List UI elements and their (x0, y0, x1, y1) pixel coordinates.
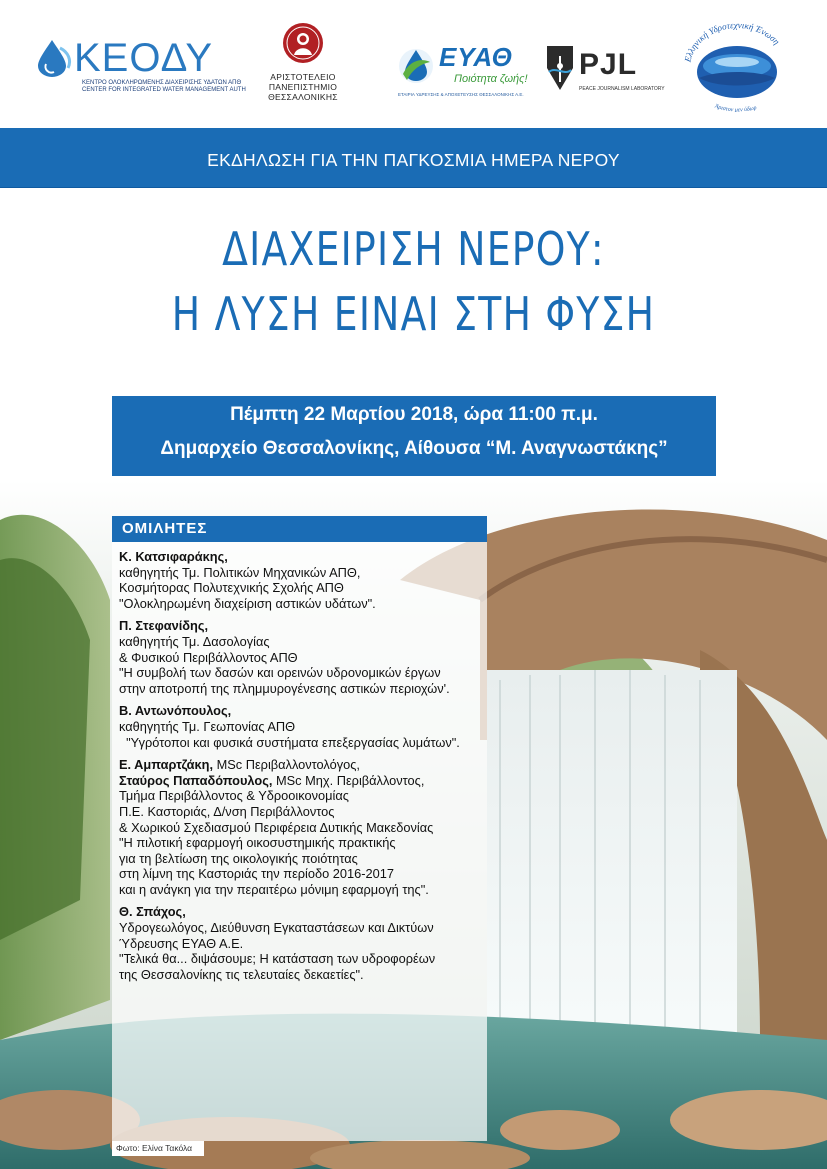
speaker-name: Σταύρος Παπαδόπουλος, (119, 772, 273, 788)
keody-name: ΚΕΟΔΥ (74, 36, 214, 80)
talk-title: "Υγρότοποι και φυσικά συστήματα επεξεργασίας λυμάτων". (119, 734, 460, 750)
talk-title: "Τελικά θα... διψάσουμε; Η κατάσταση των υδροφορέων (119, 951, 436, 967)
keody-subtitle-en: CENTER FOR INTEGRATED WATER MANAGEMENT AUTH (82, 87, 246, 93)
speaker-item (119, 618, 499, 696)
speaker-name: Π. Στεφανίδης, (119, 618, 209, 634)
pen-nib-icon (545, 42, 575, 92)
speaker-name: Κ. Κατσιφαράκης, (119, 549, 228, 564)
auth-logo (268, 22, 338, 112)
speaker-line: Τμήμα Περιβάλλοντος & Υδροοικονομίας (119, 788, 349, 804)
eyath-logo (396, 40, 536, 100)
speaker-item (119, 549, 499, 611)
speakers-heading: ΟΜΙΛΗΤΕΣ (122, 520, 208, 537)
event-date: Πέμπτη 22 Μαρτίου 2018, ώρα 11:00 π.μ. (230, 404, 598, 425)
event-banner (0, 128, 827, 188)
eyath-name: ΕΥΑΘ (439, 42, 513, 72)
speaker-line: & Φυσικού Περιβάλλοντος ΑΠΘ (119, 649, 298, 665)
logo-bar (0, 0, 827, 125)
hydro-union-name: Ελληνική Υδροτεχνική Ένωση (682, 22, 782, 64)
talk-title: στην αποτροπή της πλημμυρογένεσης αστικών περιοχών'. (119, 680, 450, 696)
speaker-line: Ύδρευσης ΕΥΑΘ Α.Ε. (119, 935, 244, 951)
speaker-line: καθηγητής Τμ. Πολιτικών Μηχανικών ΑΠΘ, (119, 564, 361, 580)
auth-line1: ΑΡΙΣΤΟΤΕΛΕΙΟ (270, 72, 336, 82)
speaker-name: Θ. Σπάχος, (119, 904, 186, 920)
talk-title: της Θεσσαλονίκης τις τελευταίες δεκαετίες". (119, 966, 364, 982)
date-venue-box (112, 396, 716, 476)
event-venue: Δημαρχείο Θεσσαλονίκης, Αίθουσα “Μ. Αναγνωστάκης” (160, 438, 668, 459)
photo-credit: Φωτο: Ελίνα Τακόλα (112, 1141, 204, 1156)
talk-title: "Η συμβολή των δασών και ορεινών υδρονομικών έργων (119, 665, 441, 681)
speaker-line: & Χωρικού Σχεδιασμού Περιφέρεια Δυτικής Μακεδονίας (119, 819, 434, 835)
eyath-drop-icon (396, 44, 436, 84)
speaker-name: Β. Αντωνόπουλος, (119, 703, 232, 719)
event-label: ΕΚΔΗΛΩΣΗ ΓΙΑ ΤΗΝ ΠΑΓΚΟΣΜΙΑ ΗΜΕΡΑ ΝΕΡΟΥ (207, 150, 620, 170)
speakers-heading-bar (112, 516, 487, 542)
keody-logo (34, 36, 246, 96)
speaker-name-line (119, 757, 499, 773)
keody-subtitle-gr: ΚΕΝΤΡΟ ΟΛΟΚΛΗΡΩΜΕΝΗΣ ΔΙΑΧΕΙΡΙΣΗΣ ΥΔΑΤΩΝ ΑΠΘ (82, 80, 242, 86)
speakers-list (119, 549, 499, 989)
hydro-union-emblem (682, 22, 792, 112)
university-seal-icon (282, 22, 324, 64)
speaker-name-line (119, 773, 499, 789)
speaker-credential: MSc Μηχ. Περιβάλλοντος, (272, 772, 425, 788)
talk-title: για τη βελτίωση της οικολογικής ποιότητας (119, 850, 358, 866)
main-title-line1: ΔΙΑΧΕΙΡΙΣΗ ΝΕΡΟΥ: (222, 222, 605, 276)
speaker-credential: MSc Περιβαλλοντολόγος, (213, 757, 360, 773)
speaker-item (119, 703, 499, 750)
talk-title: "Ολοκληρωμένη διαχείριση αστικών υδάτων". (119, 595, 376, 611)
hydro-union-motto: Άριστον μεν ύδωρ (713, 103, 758, 112)
water-drop-icon (34, 38, 74, 78)
eyath-slogan: Ποιότητα ζωής! (454, 73, 528, 85)
pjl-name: PJL (579, 48, 638, 81)
keody-subtitle (82, 80, 246, 94)
pjl-logo (545, 42, 665, 102)
speaker-line: Κοσμήτορας Πολυτεχνικής Σχολής ΑΠΘ (119, 580, 344, 596)
talk-title: "Η πιλοτική εφαρμογή οικοσυστημικής πρακτικής (119, 835, 396, 851)
speaker-item (119, 757, 499, 897)
main-title-line2: Η ΛΥΣΗ ΕΙΝΑΙ ΣΤΗ ΦΥΣΗ (171, 287, 656, 341)
svg-text:Άριστον μεν ύδωρ (713, 103, 757, 112)
speaker-line: καθηγητής Τμ. Γεωπονίας ΑΠΘ (119, 718, 296, 734)
speaker-line: Π.Ε. Καστοριάς, Δ/νση Περιβάλλοντος (119, 803, 335, 819)
speaker-name: Ε. Αμπαρτζάκη, (119, 757, 214, 773)
auth-line3: ΘΕΣΣΑΛΟΝΙΚΗΣ (268, 92, 338, 102)
eyath-subtitle: ΕΤΑΙΡΙΑ ΥΔΡΕΥΣΗΣ & ΑΠΟΧΕΤΕΥΣΗΣ ΘΕΣΣΑΛΟΝΙΚΗΣ Α.Ε. (398, 92, 524, 97)
speaker-item (119, 904, 499, 982)
hydro-union-logo (682, 22, 792, 112)
speaker-line: καθηγητής Τμ. Δασολογίας (119, 633, 270, 649)
speaker-line: Υδρογεωλόγος, Διεύθυνση Εγκαταστάσεων και Δικτύων (119, 920, 434, 936)
talk-title: στη λίμνη της Καστοριάς την περίοδο 2016-2017 (119, 866, 395, 882)
auth-line2: ΠΑΝΕΠΙΣΤΗΜΙΟ (268, 82, 338, 92)
talk-title: και η ανάγκη για την περαιτέρω μόνιμη εφαρμογή της". (119, 881, 429, 897)
pjl-subtitle: PEACE JOURNALISM LABORATORY (579, 86, 665, 92)
